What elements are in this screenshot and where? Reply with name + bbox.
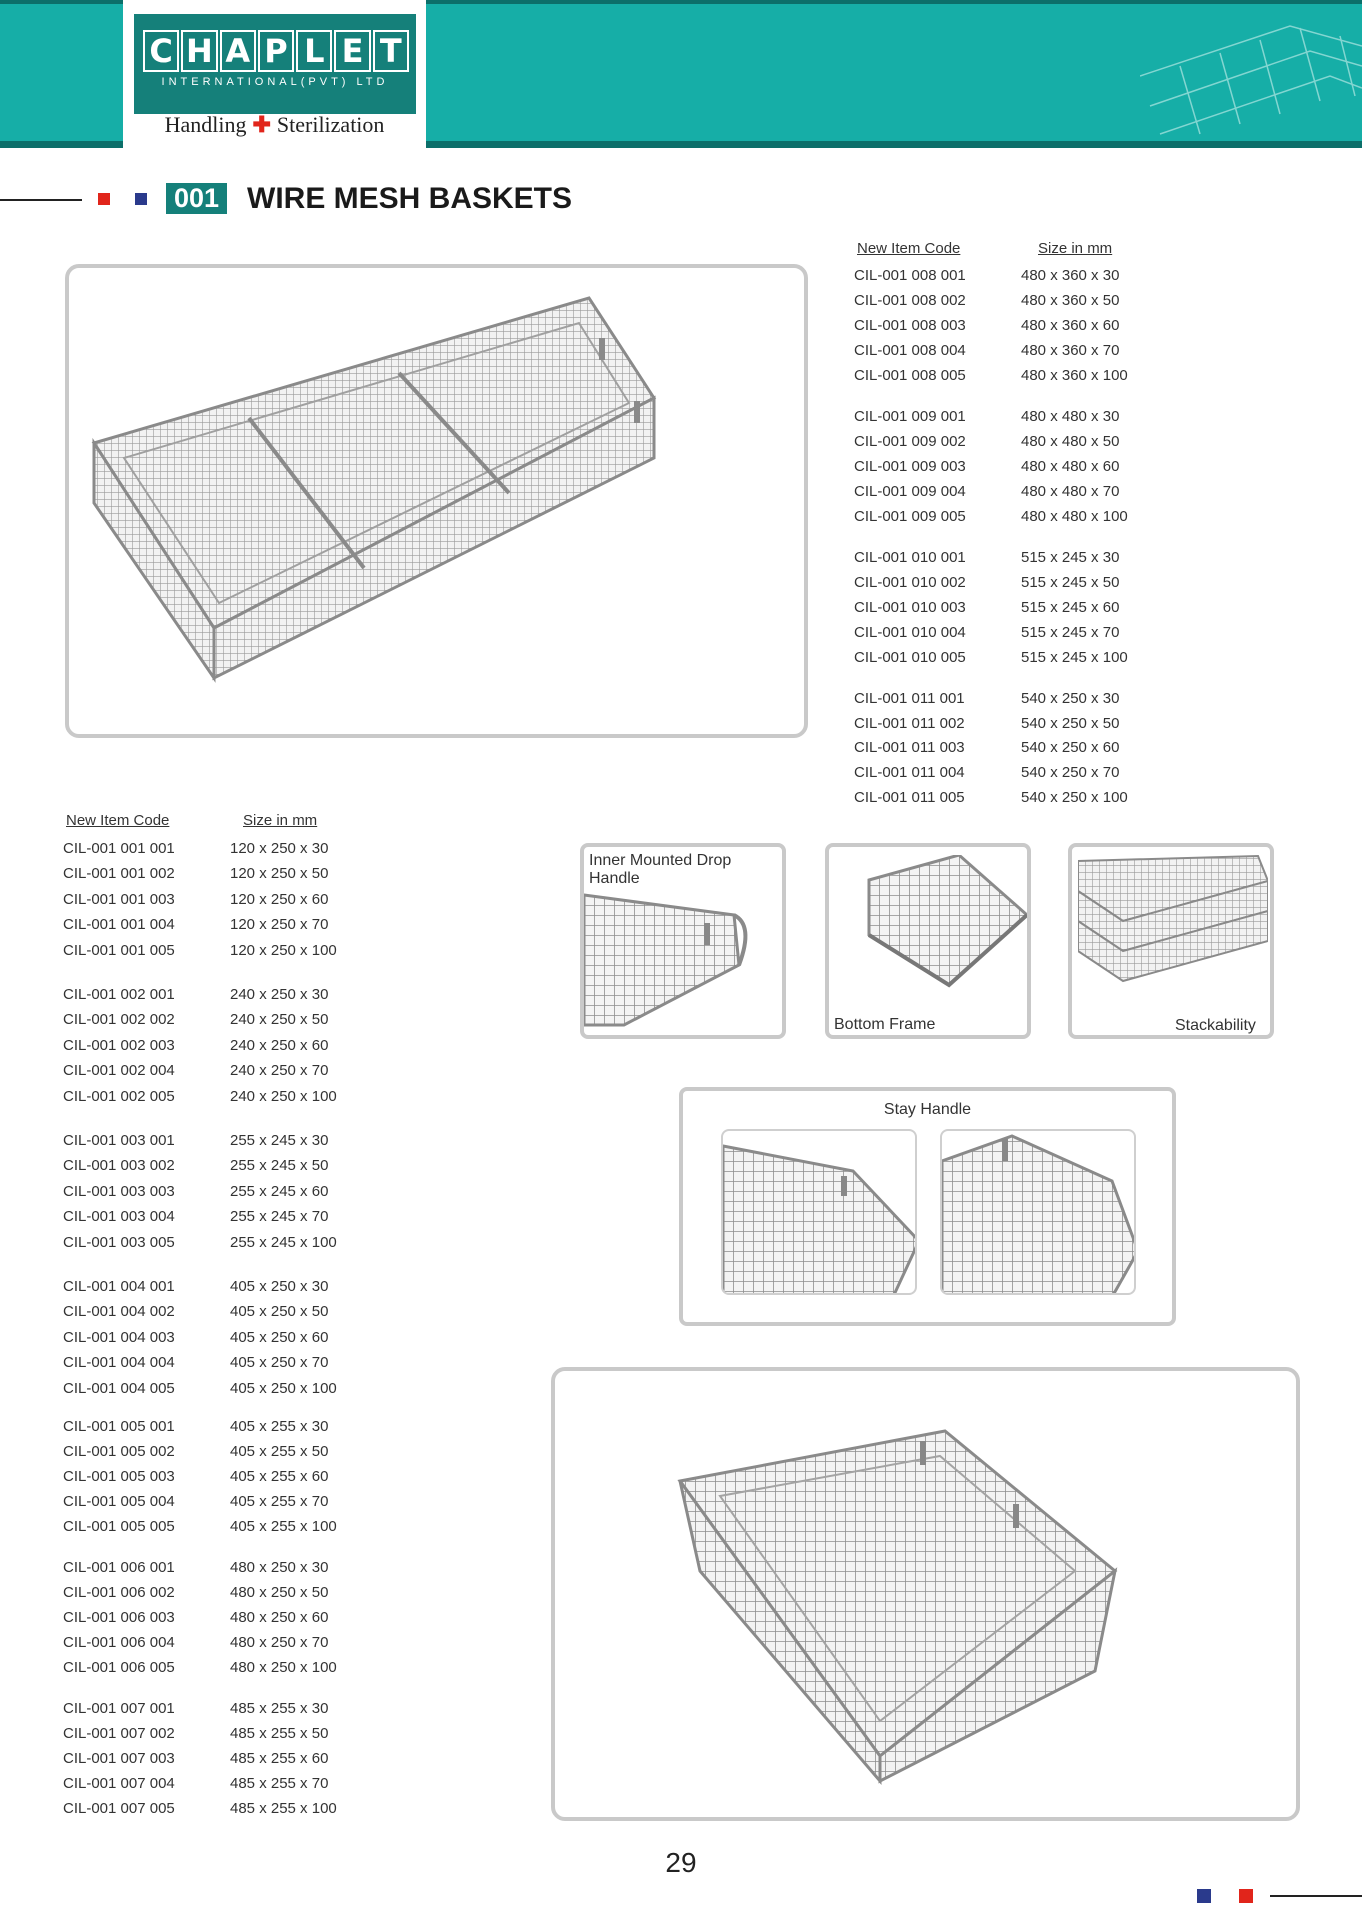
item-size: 255 x 245 x 60 — [230, 1183, 329, 1200]
item-size: 515 x 245 x 30 — [1021, 549, 1120, 566]
logo-letter: P — [258, 30, 294, 72]
item-code: CIL-001 011 005 — [854, 789, 965, 806]
inner-handle-image — [584, 875, 782, 1035]
item-size: 480 x 250 x 100 — [230, 1659, 337, 1676]
secondary-product-frame — [551, 1367, 1300, 1821]
item-size: 480 x 250 x 70 — [230, 1634, 329, 1651]
item-code: CIL-001 008 002 — [854, 292, 966, 309]
item-size: 480 x 250 x 50 — [230, 1584, 329, 1601]
item-code: CIL-001 007 002 — [63, 1725, 175, 1742]
cross-icon: ✚ — [252, 112, 271, 137]
item-code: CIL-001 010 002 — [854, 574, 966, 591]
item-code: CIL-001 005 005 — [63, 1518, 175, 1535]
feature-label: Bottom Frame — [834, 1016, 936, 1033]
item-code: CIL-001 007 005 — [63, 1800, 175, 1817]
item-code: CIL-001 002 001 — [63, 986, 175, 1003]
feature-stackability-frame — [1068, 843, 1274, 1039]
item-size: 480 x 360 x 30 — [1021, 267, 1120, 284]
item-size: 405 x 255 x 60 — [230, 1468, 329, 1485]
item-size: 480 x 480 x 50 — [1021, 433, 1120, 450]
item-code: CIL-001 011 003 — [854, 739, 965, 756]
footer-rule — [1270, 1895, 1362, 1897]
item-size: 120 x 250 x 60 — [230, 891, 329, 908]
item-size: 240 x 250 x 70 — [230, 1062, 329, 1079]
item-code: CIL-001 007 004 — [63, 1775, 175, 1792]
item-size: 540 x 250 x 70 — [1021, 764, 1120, 781]
item-code: CIL-001 010 005 — [854, 649, 966, 666]
item-code: CIL-001 005 002 — [63, 1443, 175, 1460]
item-size: 485 x 255 x 50 — [230, 1725, 329, 1742]
stay-handle-image — [723, 1131, 917, 1295]
item-code: CIL-001 009 003 — [854, 458, 966, 475]
item-code: CIL-001 003 001 — [63, 1132, 175, 1149]
feature-label: Stay Handle — [883, 1101, 972, 1118]
item-size: 405 x 250 x 30 — [230, 1278, 329, 1295]
item-size: 480 x 250 x 30 — [230, 1559, 329, 1576]
item-size: 485 x 255 x 100 — [230, 1800, 337, 1817]
square-basket-image — [555, 1371, 1296, 1817]
item-size: 120 x 250 x 50 — [230, 865, 329, 882]
item-code: CIL-001 008 004 — [854, 342, 966, 359]
item-code: CIL-001 008 005 — [854, 367, 966, 384]
item-size: 240 x 250 x 100 — [230, 1088, 337, 1105]
item-size: 540 x 250 x 30 — [1021, 690, 1120, 707]
item-size: 480 x 480 x 30 — [1021, 408, 1120, 425]
logo-letter: E — [334, 30, 370, 72]
main-product-frame — [65, 264, 808, 738]
item-size: 120 x 250 x 70 — [230, 916, 329, 933]
item-size: 480 x 360 x 100 — [1021, 367, 1128, 384]
item-size: 540 x 250 x 100 — [1021, 789, 1128, 806]
item-size: 240 x 250 x 60 — [230, 1037, 329, 1054]
item-code: CIL-001 011 002 — [854, 715, 965, 732]
item-code: CIL-001 006 002 — [63, 1584, 175, 1601]
item-size: 480 x 360 x 50 — [1021, 292, 1120, 309]
item-size: 405 x 255 x 100 — [230, 1518, 337, 1535]
item-size: 405 x 255 x 30 — [230, 1418, 329, 1435]
item-size: 480 x 360 x 70 — [1021, 342, 1120, 359]
item-code: CIL-001 004 005 — [63, 1380, 175, 1397]
item-code: CIL-001 010 001 — [854, 549, 966, 566]
feature-bottom-frame-frame — [825, 843, 1031, 1039]
item-code: CIL-001 011 004 — [854, 764, 965, 781]
size-table-right — [852, 240, 1152, 815]
item-code: CIL-001 004 001 — [63, 1278, 175, 1295]
section-number: 001 — [166, 183, 227, 214]
item-size: 405 x 250 x 70 — [230, 1354, 329, 1371]
item-code: CIL-001 001 003 — [63, 891, 175, 908]
item-code: CIL-001 010 004 — [854, 624, 966, 641]
item-size: 240 x 250 x 50 — [230, 1011, 329, 1028]
tagline — [123, 112, 426, 138]
item-code: CIL-001 007 003 — [63, 1750, 175, 1767]
item-code: CIL-001 001 002 — [63, 865, 175, 882]
item-code: CIL-001 007 001 — [63, 1700, 175, 1717]
section-title: WIRE MESH BASKETS — [247, 182, 573, 215]
wire-mesh-basket-image — [69, 268, 804, 734]
item-size: 480 x 480 x 70 — [1021, 483, 1120, 500]
item-code: CIL-001 003 004 — [63, 1208, 175, 1225]
bottom-frame-image — [839, 855, 1027, 995]
tagline-sterilization: Sterilization — [276, 112, 385, 137]
item-size: 405 x 250 x 60 — [230, 1329, 329, 1346]
item-code: CIL-001 004 004 — [63, 1354, 175, 1371]
item-size: 515 x 245 x 100 — [1021, 649, 1128, 666]
item-code: CIL-001 005 004 — [63, 1493, 175, 1510]
feature-inner-handle-frame — [580, 843, 786, 1039]
stay-handle-image-frame-2 — [940, 1129, 1136, 1295]
item-size: 480 x 480 x 60 — [1021, 458, 1120, 475]
item-size: 255 x 245 x 70 — [230, 1208, 329, 1225]
item-code: CIL-001 009 004 — [854, 483, 966, 500]
item-code: CIL-001 004 002 — [63, 1303, 175, 1320]
item-size: 120 x 250 x 100 — [230, 942, 337, 959]
item-size: 480 x 250 x 60 — [230, 1609, 329, 1626]
item-code: CIL-001 006 001 — [63, 1559, 175, 1576]
item-code: CIL-001 009 002 — [854, 433, 966, 450]
item-code: CIL-001 001 001 — [63, 840, 175, 857]
column-header-size: Size in mm — [243, 812, 318, 829]
item-size: 405 x 250 x 50 — [230, 1303, 329, 1320]
item-size: 515 x 245 x 60 — [1021, 599, 1120, 616]
logo-subtitle: INTERNATIONAL(PVT) LTD — [161, 76, 389, 88]
item-code: CIL-001 009 005 — [854, 508, 966, 525]
tagline-handling: Handling — [164, 112, 247, 137]
item-size: 485 x 255 x 60 — [230, 1750, 329, 1767]
logo-letter: T — [373, 30, 409, 72]
item-code: CIL-001 002 003 — [63, 1037, 175, 1054]
item-code: CIL-001 006 005 — [63, 1659, 175, 1676]
item-size: 485 x 255 x 30 — [230, 1700, 329, 1717]
item-code: CIL-001 003 005 — [63, 1234, 175, 1251]
size-table-left — [63, 812, 383, 1827]
page-number: 29 — [665, 1847, 697, 1878]
feature-label: Inner Mounted Drop Handle — [589, 852, 732, 887]
stacked-baskets-image — [1078, 851, 1268, 1001]
item-size: 255 x 245 x 50 — [230, 1157, 329, 1174]
item-code: CIL-001 001 005 — [63, 942, 175, 959]
item-size: 540 x 250 x 50 — [1021, 715, 1120, 732]
logo-letter: C — [143, 30, 179, 72]
column-header-size: Size in mm — [1038, 240, 1113, 257]
item-code: CIL-001 002 002 — [63, 1011, 175, 1028]
item-size: 405 x 255 x 70 — [230, 1493, 329, 1510]
item-size: 255 x 245 x 100 — [230, 1234, 337, 1251]
item-code: CIL-001 010 003 — [854, 599, 966, 616]
item-size: 480 x 360 x 60 — [1021, 317, 1120, 334]
item-code: CIL-001 001 004 — [63, 916, 175, 933]
stay-handle-image — [942, 1131, 1136, 1295]
logo-letter: L — [296, 30, 332, 72]
logo-wordmark — [143, 30, 409, 72]
basket-decoration-image — [1140, 6, 1362, 136]
item-code: CIL-001 006 004 — [63, 1634, 175, 1651]
blue-square-icon — [1197, 1889, 1211, 1903]
item-code: CIL-001 002 005 — [63, 1088, 175, 1105]
feature-stay-handle-frame — [679, 1087, 1176, 1326]
column-header-item-code: New Item Code — [857, 240, 961, 257]
item-size: 255 x 245 x 30 — [230, 1132, 329, 1149]
item-size: 515 x 245 x 70 — [1021, 624, 1120, 641]
title-rule — [0, 199, 82, 201]
item-code: CIL-001 009 001 — [854, 408, 966, 425]
item-code: CIL-001 002 004 — [63, 1062, 175, 1079]
item-size: 515 x 245 x 50 — [1021, 574, 1120, 591]
item-code: CIL-001 008 001 — [854, 267, 966, 284]
red-square-icon — [1239, 1889, 1253, 1903]
blue-square-icon — [135, 193, 147, 205]
item-code: CIL-001 008 003 — [854, 317, 966, 334]
item-code: CIL-001 004 003 — [63, 1329, 175, 1346]
item-size: 405 x 255 x 50 — [230, 1443, 329, 1460]
item-code: CIL-001 011 001 — [854, 690, 965, 707]
column-header-item-code: New Item Code — [66, 812, 170, 829]
item-size: 540 x 250 x 60 — [1021, 739, 1120, 756]
item-code: CIL-001 005 001 — [63, 1418, 175, 1435]
logo-letter: A — [220, 30, 256, 72]
feature-label: Stackability — [1175, 1017, 1256, 1034]
item-size: 240 x 250 x 30 — [230, 986, 329, 1003]
logo-letter: H — [181, 30, 217, 72]
item-code: CIL-001 003 003 — [63, 1183, 175, 1200]
item-size: 120 x 250 x 30 — [230, 840, 329, 857]
item-code: CIL-001 005 003 — [63, 1468, 175, 1485]
item-size: 480 x 480 x 100 — [1021, 508, 1128, 525]
item-size: 485 x 255 x 70 — [230, 1775, 329, 1792]
item-code: CIL-001 003 002 — [63, 1157, 175, 1174]
item-size: 405 x 250 x 100 — [230, 1380, 337, 1397]
stay-handle-image-frame-1 — [721, 1129, 917, 1295]
item-code: CIL-001 006 003 — [63, 1609, 175, 1626]
red-square-icon — [98, 193, 110, 205]
